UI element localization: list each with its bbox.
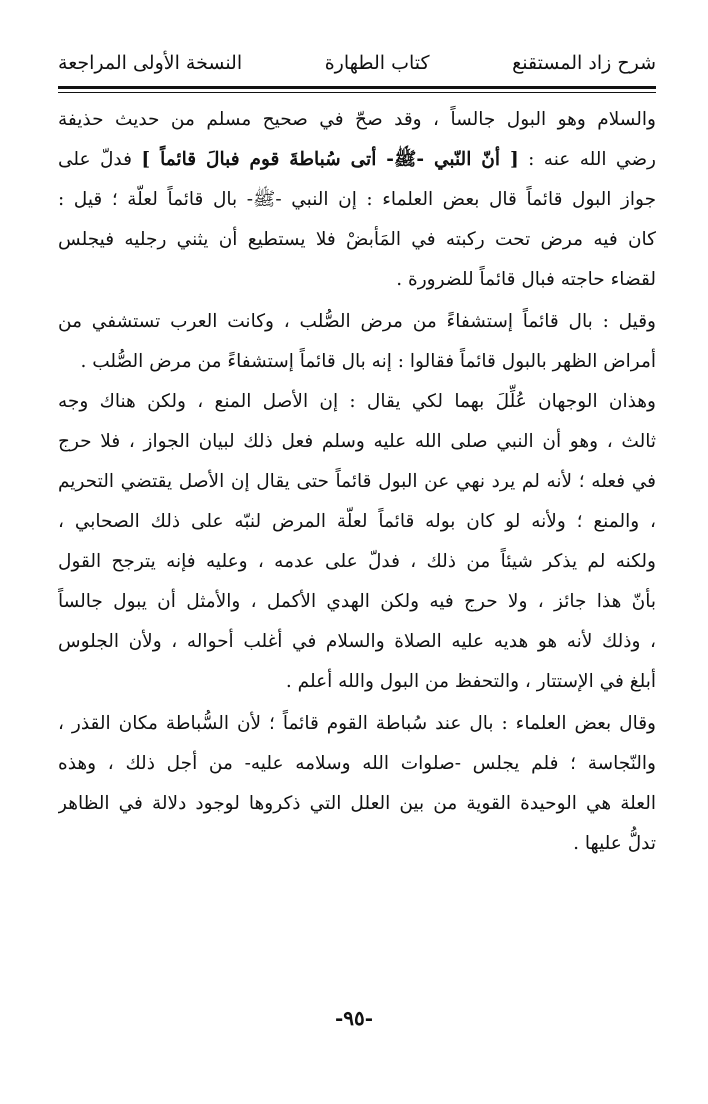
edition-note: النسخة الأولى المراجعة (58, 52, 243, 74)
text-line: ، والمنع ؛ ولأنه لو كان بوله قائماً لعلّة المرض لنبّه على ذلك الصحابي ، (58, 511, 656, 532)
chapter-title: كتاب الطهارة (324, 52, 430, 74)
text-line: وقيل : بال قائماً إستشفاءً من مرض الصُّلب ، وكانت العرب تستشفي من (58, 311, 656, 332)
text-fragment: رضي الله عنه : (518, 149, 656, 170)
text-line: والنّجاسة ؛ فلم يجلس -صلوات الله وسلامه عليه- من أجل ذلك ، وهذه (58, 753, 656, 774)
text-line: وهذان الوجهان عُلِّلَ بهما لكي يقال : إن الأصل المنع ، ولكن هناك وجه (58, 391, 656, 412)
text-line: كان فيه مرض تحت ركبته في المَأبضْ فلا يستطيع أن يثني رجليه فيجلس (58, 229, 656, 250)
text-line: وقال بعض العلماء : بال عند سُباطة القوم قائماً ؛ لأن السُّباطة مكان القذر ، (58, 713, 656, 734)
main-text (58, 100, 656, 864)
text-line: ثالث ، وهو أن النبي صلى الله عليه وسلم فعل ذلك لبيان الجواز ، فلا حرج (58, 431, 656, 452)
running-header (58, 46, 656, 80)
text-line: ولكنه لم يذكر شيئاً من ذلك ، فدلّ على عدمه ، وعليه فإنه يترجح القول (58, 551, 656, 572)
text-line: أمراض الظهر بالبول قائماً فقالوا : إنه بال قائماً إستشفاءً من مرض الصُّلب . (80, 351, 656, 372)
text-line: ، وذلك لأنه هو هديه عليه الصلاة والسلام في أغلب أحواله ، ولأن الجلوس (58, 631, 656, 652)
text-line: أبلغ في الإستتار ، والتحفظ من البول والله أعلم . (285, 671, 656, 692)
text-line: تدلُّ عليها . (573, 833, 656, 854)
book-title: شرح زاد المستقنع (512, 52, 656, 74)
header-rule-thin (58, 92, 656, 93)
text-fragment: فدلّ على (58, 149, 142, 170)
text-line: جواز البول قائماً قال بعض العلماء : إن النبي -ﷺ- بال قائماً لعلّة ؛ قيل : (58, 189, 656, 210)
header-rule-thick (58, 86, 656, 89)
text-line: في فعله ؛ لأنه لم يرد نهي عن البول قائماً حتى يقال إن الأصل يقتضي التحريم (58, 471, 656, 492)
text-line-with-hadith (58, 140, 656, 180)
page-number: -٩٥- (334, 1006, 374, 1030)
hadith-quote: [ أنّ النّبي -ﷺ- أتى سُباطةَ قوم فبالَ قائماً ] (141, 149, 519, 170)
text-line: بأنّ هذا جائز ، ولا حرج فيه ولكن الهدي الأكمل ، والأمثل أن يبول جالساً (58, 591, 656, 612)
text-line: والسلام وهو البول جالساً ، وقد صحّ في صحيح مسلم من حديث حذيفة (58, 109, 656, 130)
text-line: العلة هي الوحيدة القوية من بين العلل التي ذكروها لوجود دلالة في الظاهر (58, 793, 656, 814)
text-line: لقضاء حاجته فبال قائماً للضرورة . (396, 269, 656, 290)
